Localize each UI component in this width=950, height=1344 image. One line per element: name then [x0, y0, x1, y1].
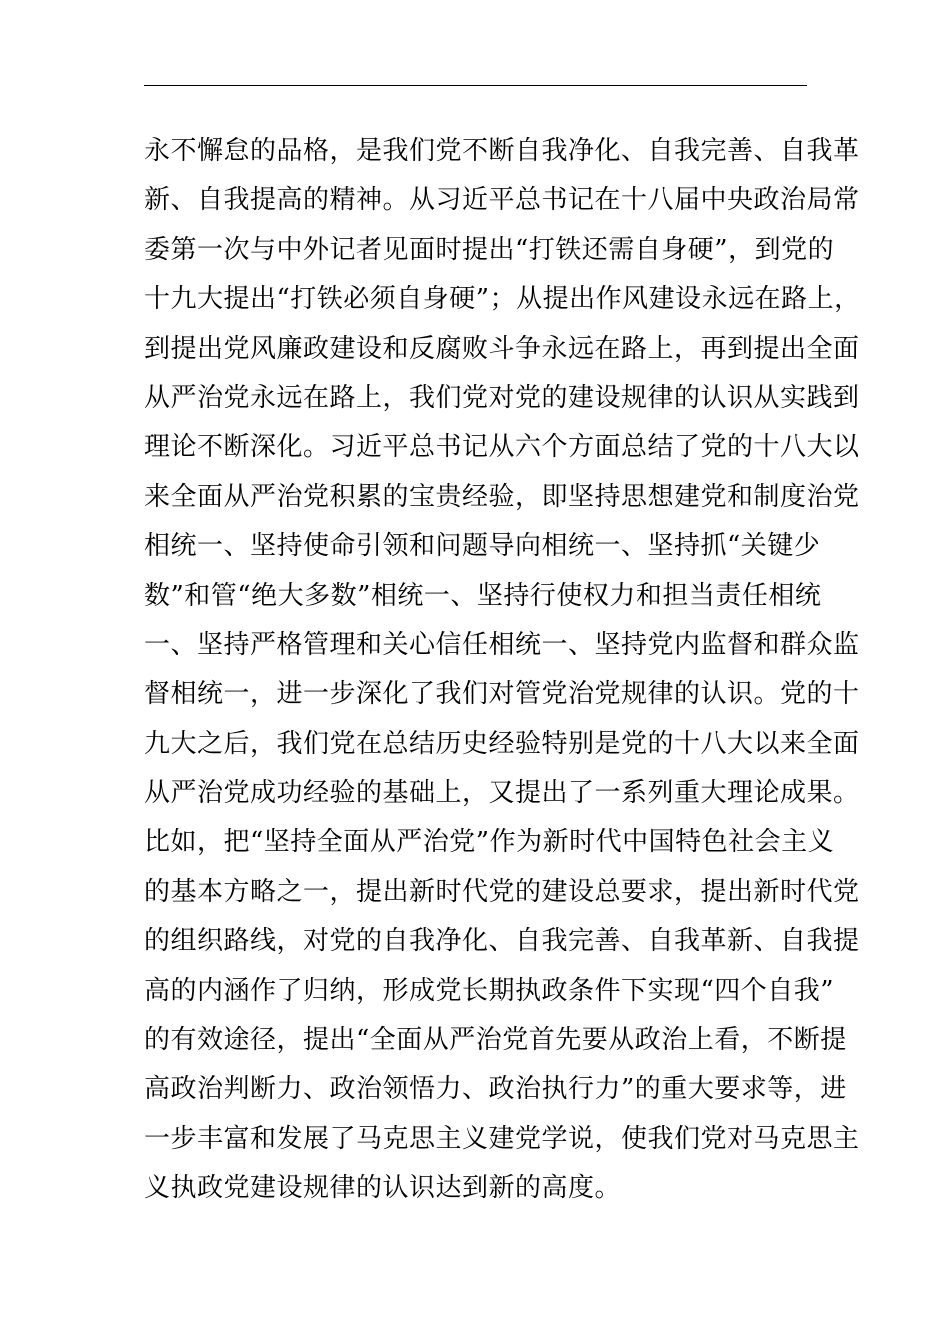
paragraph-line: 从严治党成功经验的基础上，又提出了一系列重大理论成果。	[144, 778, 860, 809]
paragraph-line: 的组织路线，对党的自我净化、自我完善、自我革新、自我提	[144, 926, 860, 957]
body-paragraph	[144, 127, 861, 1214]
paragraph-line: 从严治党永远在路上，我们党对党的建设规律的认识从实践到	[144, 382, 860, 413]
paragraph-line: 比如，把“坚持全面从严治党”作为新时代中国特色社会主义	[144, 827, 835, 858]
paragraph-line: 数”和管“绝大多数”相统一、坚持行使权力和担当责任相统	[144, 580, 822, 611]
paragraph-line: 理论不断深化。习近平总书记从六个方面总结了党的十八大以	[144, 432, 860, 463]
paragraph-line: 义执政党建设规律的认识达到新的高度。	[144, 1173, 622, 1204]
paragraph-line: 相统一、坚持使命引领和问题导向相统一、坚持抓“关键少	[144, 531, 821, 562]
paragraph-line: 永不懈怠的品格，是我们党不断自我净化、自我完善、自我革	[144, 136, 860, 166]
paragraph-line: 的基本方略之一，提出新时代党的建设总要求，提出新时代党	[144, 876, 860, 907]
header-rule	[144, 85, 807, 86]
paragraph-line: 新、自我提高的精神。从习近平总书记在十八届中央政治局常	[144, 185, 860, 216]
paragraph-line: 高的内涵作了归纳，形成党长期执政条件下实现“四个自我”	[144, 975, 835, 1006]
paragraph-line: 九大之后，我们党在总结历史经验特别是党的十八大以来全面	[144, 728, 860, 759]
paragraph-line: 一步丰富和发展了马克思主义建党学说，使我们党对马克思主	[144, 1123, 860, 1154]
paragraph-line: 一、坚持严格管理和关心信任相统一、坚持党内监督和群众监	[144, 629, 860, 660]
paragraph-line: 到提出党风廉政建设和反腐败斗争永远在路上，再到提出全面	[144, 333, 860, 364]
paragraph-line: 督相统一，进一步深化了我们对管党治党规律的认识。党的十	[144, 679, 860, 710]
paragraph-line: 高政治判断力、政治领悟力、政治执行力”的重大要求等，进	[144, 1074, 847, 1105]
paragraph-line: 委第一次与中外记者见面时提出“打铁还需自身硬”，到党的	[144, 234, 835, 265]
paragraph-line: 十九大提出“打铁必须自身硬”；从提出作风建设永远在路上，	[144, 284, 861, 315]
paragraph-line: 的有效途径，提出“全面从严治党首先要从政治上看，不断提	[144, 1025, 847, 1056]
paragraph-line: 来全面从严治党积累的宝贵经验，即坚持思想建党和制度治党	[144, 481, 860, 512]
